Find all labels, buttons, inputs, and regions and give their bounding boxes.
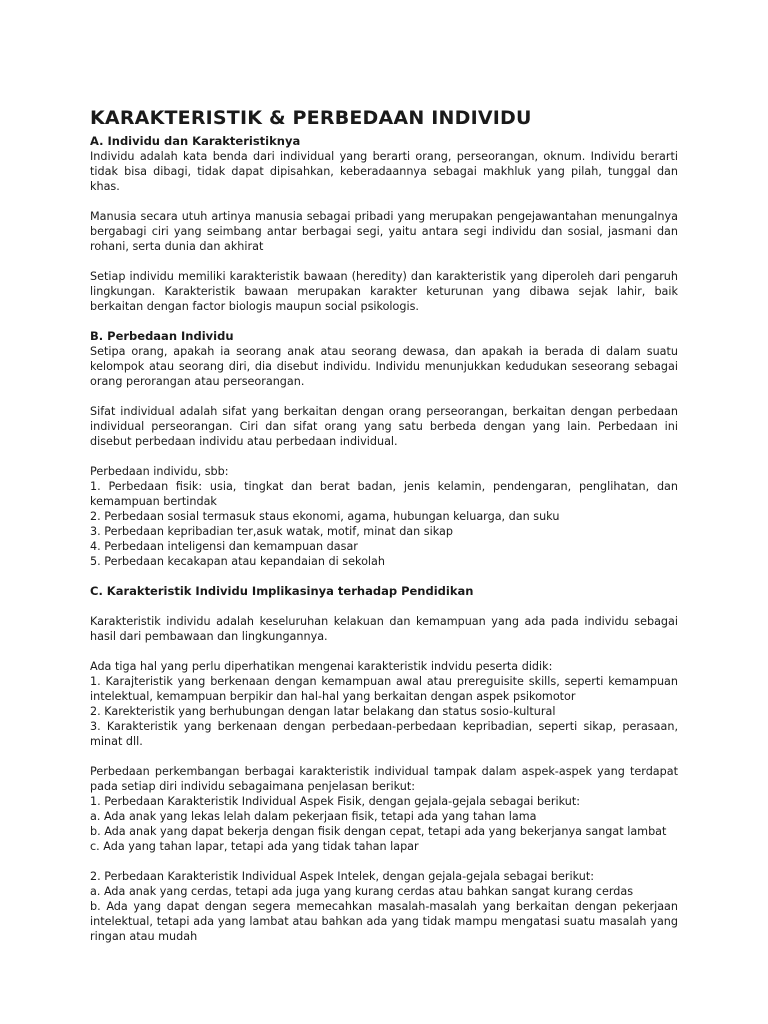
section-b-paragraph-1: Setipa orang, apakah ia seorang anak atau seorang dewasa, dan apakah ia berada di dalam suatu kelompok atau seorang diri, dia disebut individu. Individu menunjukkan kedudukan seseorang sebagai orang perorangan atau perseorangan.: [90, 345, 678, 388]
section-c-heading: C. Karakteristik Individu Implikasinya terhadap Pendidikan: [90, 584, 474, 598]
list-item: 2. Karekteristik yang berhubungan dengan latar belakang dan status sosio-kultural: [90, 705, 556, 718]
list-item: 1. Karajteristik yang berkenaan dengan kemampuan awal atau prereguisite skills, seperti kemampuan intelektual, kemampuan berpikir dan hal-hal yang berkaitan dengan aspek psikomotor: [90, 675, 678, 703]
section-b-paragraph-2: Sifat individual adalah sifat yang berkaitan dengan orang perseorangan, berkaitan dengan perbedaan individual perseorangan. Ciri dan sifat orang yang satu berbeda dengan yang lain. Perbedaan ini disebut perbedaan individu atau perbedaan individual.: [90, 405, 678, 448]
list-item: 3. Perbedaan kepribadian ter,asuk watak, motif, minat dan sikap: [90, 525, 453, 538]
list-item: 5. Perbedaan kecakapan atau kepandaian di sekolah: [90, 555, 385, 568]
document-title: KARAKTERISTIK & PERBEDAAN INDIVIDU: [90, 107, 532, 129]
section-c-paragraph-2: Perbedaan perkembangan berbagai karakteristik individual tampak dalam aspek-aspek yang terdapat pada setiap diri individu sebagaimana penjelasan berikut:: [90, 765, 678, 793]
section-b-list-intro: Perbedaan individu, sbb:: [90, 465, 229, 478]
section-b-heading: B. Perbedaan Individu: [90, 329, 234, 343]
list-item: 3. Karakteristik yang berkenaan dengan perbedaan-perbedaan kepribadian, seperti sikap, perasaan, minat dll.: [90, 720, 678, 748]
section-a-paragraph-1: Individu adalah kata benda dari individual yang berarti orang, perseorangan, oknum. Individu berarti tidak bisa dibagi, tidak dapat dipisahkan, keberadaannya sebagai makhluk yang pilah, tunggal dan khas.: [90, 150, 678, 193]
section-a-paragraph-3: Setiap individu memiliki karakteristik bawaan (heredity) dan karakteristik yang diperoleh dari pengaruh lingkungan. Karakteristik bawaan merupakan karakter keturunan yang dibawa sejak lahir, baik berkaitan dengan factor biologis maupun social psikologis.: [90, 270, 678, 313]
section-a-heading: A. Individu dan Karakteristiknya: [90, 134, 301, 148]
fisik-heading: 1. Perbedaan Karakteristik Individual Aspek Fisik, dengan gejala-gejala sebagai berikut:: [90, 795, 581, 808]
section-a-paragraph-2: Manusia secara utuh artinya manusia sebagai pribadi yang merupakan pengejawantahan menungalnya bergabagi ciri yang seimbang antar berbagai segi, yaitu antara segi individu dan sosial, jasmani dan rohani, serta dunia dan akhirat: [90, 210, 678, 253]
list-item: c. Ada yang tahan lapar, tetapi ada yang tidak tahan lapar: [90, 840, 419, 853]
list-item: 2. Perbedaan sosial termasuk staus ekonomi, agama, hubungan keluarga, dan suku: [90, 510, 560, 523]
section-c-list-intro: Ada tiga hal yang perlu diperhatikan mengenai karakteristik indvidu peserta didik:: [90, 660, 553, 673]
list-item: b. Ada yang dapat dengan segera memecahkan masalah-masalah yang berkaitan dengan pekerjaan intelektual, tetapi ada yang lambat atau bahkan ada yang tidak mampu mengatasi suatu masalah yang ringan atau mudah: [90, 900, 678, 943]
section-c-paragraph-1: Karakteristik individu adalah keseluruhan kelakuan dan kemampuan yang ada pada individu sebagai hasil dari pembawaan dan lingkungannya.: [90, 615, 678, 643]
list-item: 4. Perbedaan inteligensi dan kemampuan dasar: [90, 540, 358, 553]
list-item: a. Ada anak yang lekas lelah dalam pekerjaan fisik, tetapi ada yang tahan lama: [90, 810, 537, 823]
list-item: b. Ada anak yang dapat bekerja dengan fisik dengan cepat, tetapi ada yang bekerjanya sangat lambat: [90, 825, 667, 838]
list-item: 1. Perbedaan fisik: usia, tingkat dan berat badan, jenis kelamin, pendengaran, penglihatan, dan kemampuan bertindak: [90, 480, 678, 508]
section-b-list: [90, 479, 678, 569]
section-c-list: [90, 674, 678, 749]
list-item: a. Ada anak yang cerdas, tetapi ada juga yang kurang cerdas atau bahkan sangat kurang cerdas: [90, 885, 634, 898]
intelek-heading: 2. Perbedaan Karakteristik Individual Aspek Intelek, dengan gejala-gejala sebagai berikut:: [90, 870, 595, 883]
intelek-list: [90, 884, 678, 944]
fisik-list: [90, 809, 678, 854]
